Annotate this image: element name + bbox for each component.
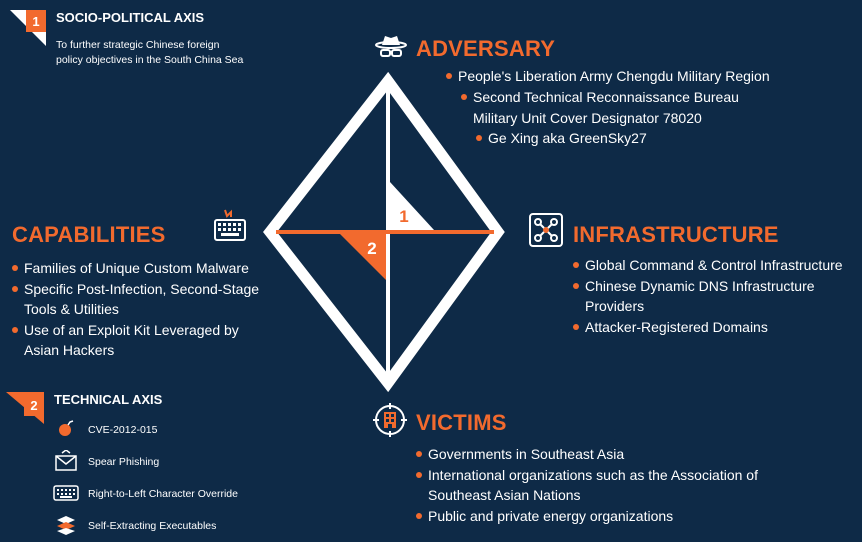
technical-item-rtlo: Right-to-Left Character Override bbox=[88, 488, 238, 500]
layers-icon bbox=[55, 514, 77, 536]
infrastructure-list bbox=[573, 255, 858, 337]
socio-political-legend bbox=[0, 0, 260, 70]
adversary-item: Military Unit Cover Designator 78020 bbox=[473, 109, 702, 126]
socio-political-description-line2: policy objectives in the South China Sea bbox=[56, 54, 244, 66]
technical-item-spear-phishing: Spear Phishing bbox=[88, 456, 160, 468]
socio-political-badge-number: 1 bbox=[32, 14, 40, 29]
infrastructure-item: Attacker-Registered Domains bbox=[573, 317, 858, 338]
adversary-subsublist bbox=[476, 128, 846, 149]
axis-marker-1-label: 1 bbox=[399, 207, 409, 226]
victims-title: VICTIMS bbox=[416, 410, 507, 435]
victims-item: Southeast Asian Nations bbox=[428, 487, 581, 503]
adversary-sublist bbox=[461, 87, 851, 128]
technical-item-self-extracting: Self-Extracting Executables bbox=[88, 520, 217, 532]
technical-axis-title: TECHNICAL AXIS bbox=[54, 392, 163, 407]
adversary-item: Second Technical Reconnaissance Bureau bbox=[461, 87, 851, 108]
victims-item: International organizations such as the Association of bbox=[416, 465, 846, 486]
keyboard-icon bbox=[53, 484, 79, 502]
capabilities-item: Asian Hackers bbox=[24, 342, 115, 358]
adversary-item: People's Liberation Army Chengdu Military Region bbox=[446, 66, 846, 87]
victims-item: Governments in Southeast Asia bbox=[416, 444, 846, 465]
infrastructure-item: Global Command & Control Infrastructure bbox=[573, 255, 858, 276]
adversary-item: Ge Xing aka GreenSky27 bbox=[476, 128, 846, 149]
axis-marker-1 bbox=[390, 182, 434, 230]
adversary-title: ADVERSARY bbox=[416, 36, 556, 61]
bomb-icon bbox=[56, 418, 76, 438]
capabilities-item: Specific Post-Infection, Second-Stage bbox=[12, 279, 282, 300]
axis-marker-2 bbox=[340, 234, 386, 280]
capabilities-item: Families of Unique Custom Malware bbox=[12, 258, 282, 279]
capabilities-title: CAPABILITIES bbox=[12, 222, 166, 247]
capabilities-item: Use of an Exploit Kit Leveraged by bbox=[12, 320, 282, 341]
spy-hat-icon bbox=[375, 33, 407, 63]
capabilities-item: Tools & Utilities bbox=[24, 301, 119, 317]
technical-axis-badge-number: 2 bbox=[30, 398, 38, 413]
socio-political-title: SOCIO-POLITICAL AXIS bbox=[56, 10, 205, 25]
adversary-list bbox=[446, 66, 846, 87]
capabilities-list bbox=[12, 258, 282, 361]
network-icon bbox=[529, 213, 563, 247]
technical-item-cve: CVE-2012-015 bbox=[88, 424, 158, 436]
victims-list bbox=[416, 444, 846, 526]
technical-axis-badge bbox=[4, 390, 46, 426]
socio-political-description-line1: To further strategic Chinese foreign bbox=[56, 39, 220, 51]
envelope-icon bbox=[54, 450, 78, 472]
socio-political-badge bbox=[8, 8, 48, 48]
infrastructure-item: Chinese Dynamic DNS Infrastructure bbox=[573, 276, 858, 297]
target-building-icon bbox=[372, 402, 408, 438]
victims-item: Public and private energy organizations bbox=[416, 506, 846, 527]
infrastructure-title: INFRASTRUCTURE bbox=[573, 222, 779, 247]
keyboard-bomb-icon bbox=[213, 206, 247, 244]
axis-marker-2-label: 2 bbox=[367, 239, 377, 258]
infrastructure-item: Providers bbox=[585, 298, 645, 314]
